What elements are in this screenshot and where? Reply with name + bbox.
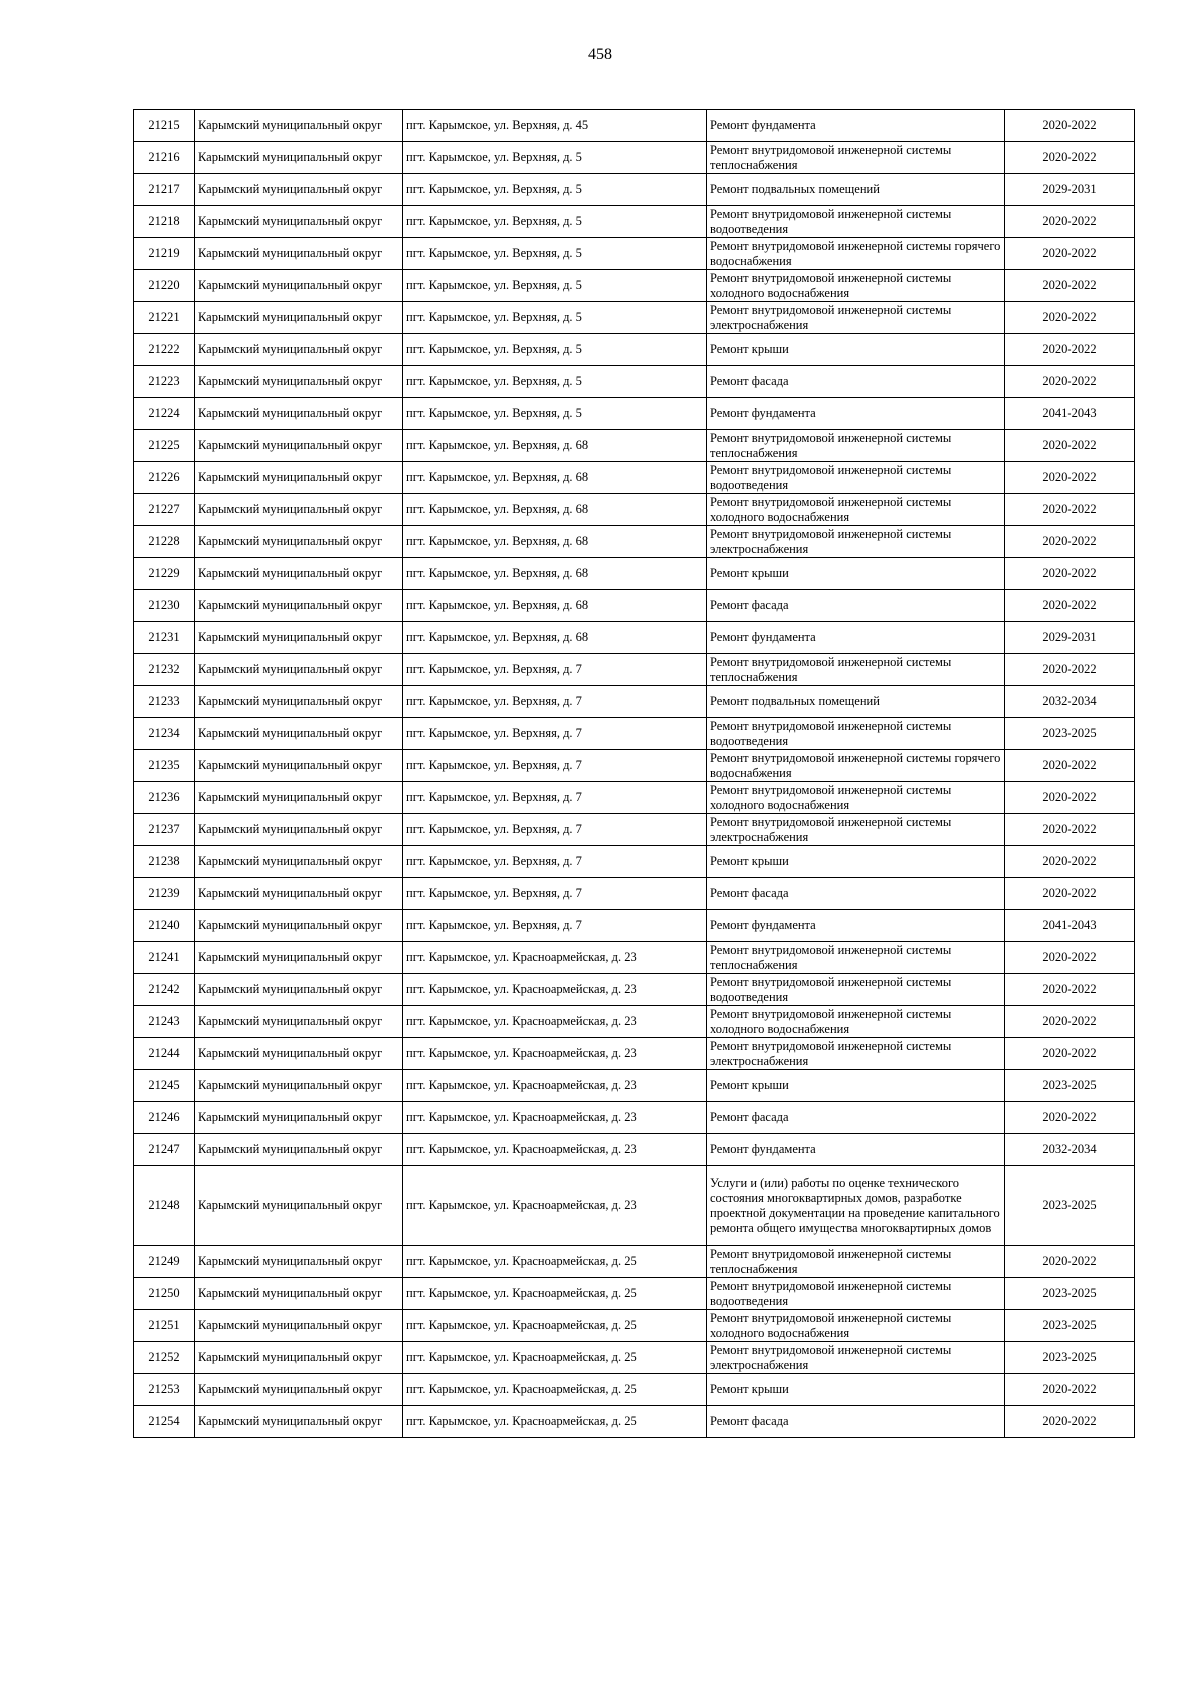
period-cell: 2023-2025 [1005,1310,1135,1342]
work-type-cell: Ремонт внутридомовой инженерной системы холодного водоснабжения [707,782,1005,814]
row-number-cell: 21236 [134,782,195,814]
address-cell: пгт. Карымское, ул. Верхняя, д. 5 [403,206,707,238]
address-cell: пгт. Карымское, ул. Верхняя, д. 7 [403,750,707,782]
work-type-cell: Ремонт внутридомовой инженерной системы холодного водоснабжения [707,270,1005,302]
district-cell: Карымский муниципальный округ [195,1134,403,1166]
district-cell: Карымский муниципальный округ [195,174,403,206]
row-number-cell: 21246 [134,1102,195,1134]
district-cell: Карымский муниципальный округ [195,878,403,910]
table-row [134,782,1135,814]
work-type-cell: Ремонт внутридомовой инженерной системы теплоснабжения [707,942,1005,974]
period-cell: 2020-2022 [1005,366,1135,398]
period-cell: 2020-2022 [1005,494,1135,526]
period-cell: 2020-2022 [1005,878,1135,910]
table-row [134,366,1135,398]
row-number-cell: 21225 [134,430,195,462]
district-cell: Карымский муниципальный округ [195,494,403,526]
address-cell: пгт. Карымское, ул. Верхняя, д. 5 [403,302,707,334]
row-number-cell: 21226 [134,462,195,494]
address-cell: пгт. Карымское, ул. Красноармейская, д. 23 [403,1134,707,1166]
row-number-cell: 21219 [134,238,195,270]
period-cell: 2041-2043 [1005,910,1135,942]
row-number-cell: 21244 [134,1038,195,1070]
work-type-cell: Ремонт внутридомовой инженерной системы электроснабжения [707,302,1005,334]
row-number-cell: 21237 [134,814,195,846]
district-cell: Карымский муниципальный округ [195,814,403,846]
table-row [134,1006,1135,1038]
table-row [134,974,1135,1006]
work-type-cell: Ремонт внутридомовой инженерной системы водоотведения [707,974,1005,1006]
work-type-cell: Ремонт внутридомовой инженерной системы теплоснабжения [707,142,1005,174]
district-cell: Карымский муниципальный округ [195,1310,403,1342]
page-number: 458 [588,46,612,63]
work-type-cell: Ремонт крыши [707,558,1005,590]
address-cell: пгт. Карымское, ул. Верхняя, д. 7 [403,782,707,814]
period-cell: 2020-2022 [1005,270,1135,302]
row-number-cell: 21234 [134,718,195,750]
row-number-cell: 21215 [134,110,195,142]
table-row [134,1166,1135,1246]
address-cell: пгт. Карымское, ул. Верхняя, д. 68 [403,622,707,654]
table-row [134,462,1135,494]
table-row [134,846,1135,878]
address-cell: пгт. Карымское, ул. Красноармейская, д. 25 [403,1342,707,1374]
table-row [134,430,1135,462]
row-number-cell: 21241 [134,942,195,974]
table-row [134,558,1135,590]
address-cell: пгт. Карымское, ул. Верхняя, д. 5 [403,270,707,302]
address-cell: пгт. Карымское, ул. Верхняя, д. 5 [403,366,707,398]
district-cell: Карымский муниципальный округ [195,398,403,430]
work-type-cell: Ремонт фундамента [707,110,1005,142]
address-cell: пгт. Карымское, ул. Верхняя, д. 68 [403,494,707,526]
period-cell: 2020-2022 [1005,654,1135,686]
work-type-cell: Ремонт внутридомовой инженерной системы холодного водоснабжения [707,494,1005,526]
address-cell: пгт. Карымское, ул. Верхняя, д. 45 [403,110,707,142]
district-cell: Карымский муниципальный округ [195,1070,403,1102]
row-number-cell: 21245 [134,1070,195,1102]
work-type-cell: Ремонт крыши [707,1070,1005,1102]
district-cell: Карымский муниципальный округ [195,1102,403,1134]
table-row [134,590,1135,622]
table-row [134,1342,1135,1374]
period-cell: 2020-2022 [1005,526,1135,558]
table-row [134,142,1135,174]
table-row [134,1246,1135,1278]
work-type-cell: Ремонт фасада [707,1406,1005,1438]
address-cell: пгт. Карымское, ул. Красноармейская, д. 23 [403,1006,707,1038]
work-type-cell: Ремонт фасада [707,1102,1005,1134]
period-cell: 2020-2022 [1005,462,1135,494]
table-row [134,238,1135,270]
row-number-cell: 21238 [134,846,195,878]
row-number-cell: 21218 [134,206,195,238]
address-cell: пгт. Карымское, ул. Верхняя, д. 7 [403,686,707,718]
table-row [134,1310,1135,1342]
table-row [134,718,1135,750]
address-cell: пгт. Карымское, ул. Красноармейская, д. 25 [403,1278,707,1310]
district-cell: Карымский муниципальный округ [195,1342,403,1374]
work-type-cell: Ремонт внутридомовой инженерной системы горячего водоснабжения [707,750,1005,782]
work-type-cell: Ремонт внутридомовой инженерной системы водоотведения [707,1278,1005,1310]
table-row [134,1278,1135,1310]
work-type-cell: Ремонт внутридомовой инженерной системы электроснабжения [707,814,1005,846]
table-row [134,334,1135,366]
period-cell: 2032-2034 [1005,1134,1135,1166]
row-number-cell: 21227 [134,494,195,526]
address-cell: пгт. Карымское, ул. Красноармейская, д. 25 [403,1374,707,1406]
table-row [134,942,1135,974]
work-type-cell: Ремонт фасада [707,366,1005,398]
work-type-cell: Ремонт внутридомовой инженерной системы водоотведения [707,462,1005,494]
address-cell: пгт. Карымское, ул. Верхняя, д. 7 [403,910,707,942]
row-number-cell: 21248 [134,1166,195,1246]
district-cell: Карымский муниципальный округ [195,1246,403,1278]
district-cell: Карымский муниципальный округ [195,942,403,974]
work-type-cell: Ремонт внутридомовой инженерной системы теплоснабжения [707,1246,1005,1278]
row-number-cell: 21235 [134,750,195,782]
period-cell: 2020-2022 [1005,814,1135,846]
table-row [134,814,1135,846]
table-row [134,494,1135,526]
district-cell: Карымский муниципальный округ [195,110,403,142]
address-cell: пгт. Карымское, ул. Верхняя, д. 7 [403,654,707,686]
district-cell: Карымский муниципальный округ [195,206,403,238]
district-cell: Карымский муниципальный округ [195,718,403,750]
work-type-cell: Ремонт внутридомовой инженерной системы холодного водоснабжения [707,1006,1005,1038]
address-cell: пгт. Карымское, ул. Красноармейская, д. 23 [403,1070,707,1102]
row-number-cell: 21228 [134,526,195,558]
period-cell: 2020-2022 [1005,558,1135,590]
work-type-cell: Ремонт внутридомовой инженерной системы холодного водоснабжения [707,1310,1005,1342]
table-row [134,686,1135,718]
address-cell: пгт. Карымское, ул. Верхняя, д. 7 [403,878,707,910]
period-cell: 2023-2025 [1005,1278,1135,1310]
period-cell: 2020-2022 [1005,782,1135,814]
work-type-cell: Ремонт крыши [707,1374,1005,1406]
table-row [134,1374,1135,1406]
address-cell: пгт. Карымское, ул. Верхняя, д. 68 [403,558,707,590]
work-type-cell: Ремонт внутридомовой инженерной системы водоотведения [707,718,1005,750]
district-cell: Карымский муниципальный округ [195,1038,403,1070]
table-row [134,302,1135,334]
period-cell: 2020-2022 [1005,334,1135,366]
district-cell: Карымский муниципальный округ [195,558,403,590]
district-cell: Карымский муниципальный округ [195,686,403,718]
district-cell: Карымский муниципальный округ [195,654,403,686]
period-cell: 2029-2031 [1005,622,1135,654]
period-cell: 2020-2022 [1005,1038,1135,1070]
work-type-cell: Услуги и (или) работы по оценке технического состояния многоквартирных домов, разработке проектной документации на проведение капитального ремонта общего имущества многоквартирных домов [707,1166,1005,1246]
address-cell: пгт. Карымское, ул. Красноармейская, д. 23 [403,942,707,974]
table-row [134,878,1135,910]
address-cell: пгт. Карымское, ул. Верхняя, д. 68 [403,430,707,462]
address-cell: пгт. Карымское, ул. Красноармейская, д. 23 [403,1166,707,1246]
table-row [134,174,1135,206]
table-row [134,526,1135,558]
row-number-cell: 21222 [134,334,195,366]
district-cell: Карымский муниципальный округ [195,462,403,494]
period-cell: 2020-2022 [1005,942,1135,974]
work-type-cell: Ремонт фундамента [707,622,1005,654]
address-cell: пгт. Карымское, ул. Красноармейская, д. 25 [403,1246,707,1278]
address-cell: пгт. Карымское, ул. Верхняя, д. 5 [403,174,707,206]
row-number-cell: 21239 [134,878,195,910]
address-cell: пгт. Карымское, ул. Верхняя, д. 7 [403,846,707,878]
district-cell: Карымский муниципальный округ [195,1406,403,1438]
table-row [134,110,1135,142]
district-cell: Карымский муниципальный округ [195,238,403,270]
row-number-cell: 21242 [134,974,195,1006]
address-cell: пгт. Карымское, ул. Верхняя, д. 7 [403,718,707,750]
row-number-cell: 21251 [134,1310,195,1342]
row-number-cell: 21217 [134,174,195,206]
period-cell: 2020-2022 [1005,1246,1135,1278]
work-type-cell: Ремонт внутридомовой инженерной системы горячего водоснабжения [707,238,1005,270]
period-cell: 2020-2022 [1005,302,1135,334]
district-cell: Карымский муниципальный округ [195,1166,403,1246]
table-row [134,1038,1135,1070]
row-number-cell: 21221 [134,302,195,334]
work-type-cell: Ремонт внутридомовой инженерной системы электроснабжения [707,1038,1005,1070]
table-row [134,1406,1135,1438]
table-row [134,910,1135,942]
district-cell: Карымский муниципальный округ [195,590,403,622]
row-number-cell: 21254 [134,1406,195,1438]
row-number-cell: 21247 [134,1134,195,1166]
period-cell: 2020-2022 [1005,590,1135,622]
row-number-cell: 21249 [134,1246,195,1278]
district-cell: Карымский муниципальный округ [195,366,403,398]
address-cell: пгт. Карымское, ул. Верхняя, д. 68 [403,526,707,558]
address-cell: пгт. Карымское, ул. Верхняя, д. 7 [403,814,707,846]
district-cell: Карымский муниципальный округ [195,270,403,302]
row-number-cell: 21232 [134,654,195,686]
registry-table-body [134,110,1135,1438]
period-cell: 2020-2022 [1005,206,1135,238]
row-number-cell: 21224 [134,398,195,430]
work-type-cell: Ремонт фундамента [707,910,1005,942]
address-cell: пгт. Карымское, ул. Красноармейская, д. 23 [403,1038,707,1070]
work-type-cell: Ремонт подвальных помещений [707,174,1005,206]
district-cell: Карымский муниципальный округ [195,1278,403,1310]
period-cell: 2020-2022 [1005,142,1135,174]
row-number-cell: 21240 [134,910,195,942]
district-cell: Карымский муниципальный округ [195,302,403,334]
work-type-cell: Ремонт внутридомовой инженерной системы теплоснабжения [707,654,1005,686]
address-cell: пгт. Карымское, ул. Красноармейская, д. 25 [403,1310,707,1342]
row-number-cell: 21243 [134,1006,195,1038]
address-cell: пгт. Карымское, ул. Верхняя, д. 5 [403,142,707,174]
table-row [134,206,1135,238]
period-cell: 2023-2025 [1005,1166,1135,1246]
row-number-cell: 21253 [134,1374,195,1406]
district-cell: Карымский муниципальный округ [195,622,403,654]
work-type-cell: Ремонт крыши [707,846,1005,878]
row-number-cell: 21252 [134,1342,195,1374]
address-cell: пгт. Карымское, ул. Красноармейская, д. 25 [403,1406,707,1438]
table-row [134,270,1135,302]
district-cell: Карымский муниципальный округ [195,430,403,462]
address-cell: пгт. Карымское, ул. Красноармейская, д. 23 [403,1102,707,1134]
period-cell: 2032-2034 [1005,686,1135,718]
work-type-cell: Ремонт подвальных помещений [707,686,1005,718]
table-row [134,750,1135,782]
district-cell: Карымский муниципальный округ [195,1006,403,1038]
row-number-cell: 21220 [134,270,195,302]
period-cell: 2020-2022 [1005,1006,1135,1038]
district-cell: Карымский муниципальный округ [195,1374,403,1406]
work-type-cell: Ремонт крыши [707,334,1005,366]
work-type-cell: Ремонт фундамента [707,1134,1005,1166]
row-number-cell: 21229 [134,558,195,590]
work-type-cell: Ремонт фасада [707,878,1005,910]
table-row [134,654,1135,686]
table-row [134,1070,1135,1102]
district-cell: Карымский муниципальный округ [195,974,403,1006]
period-cell: 2020-2022 [1005,1102,1135,1134]
row-number-cell: 21231 [134,622,195,654]
row-number-cell: 21250 [134,1278,195,1310]
period-cell: 2023-2025 [1005,1070,1135,1102]
row-number-cell: 21230 [134,590,195,622]
period-cell: 2020-2022 [1005,846,1135,878]
period-cell: 2023-2025 [1005,718,1135,750]
table-row [134,1102,1135,1134]
work-type-cell: Ремонт внутридомовой инженерной системы водоотведения [707,206,1005,238]
work-type-cell: Ремонт внутридомовой инженерной системы теплоснабжения [707,430,1005,462]
period-cell: 2020-2022 [1005,110,1135,142]
district-cell: Карымский муниципальный округ [195,334,403,366]
row-number-cell: 21223 [134,366,195,398]
work-type-cell: Ремонт внутридомовой инженерной системы электроснабжения [707,526,1005,558]
period-cell: 2020-2022 [1005,1374,1135,1406]
address-cell: пгт. Карымское, ул. Красноармейская, д. 23 [403,974,707,1006]
row-number-cell: 21216 [134,142,195,174]
district-cell: Карымский муниципальный округ [195,782,403,814]
period-cell: 2020-2022 [1005,238,1135,270]
period-cell: 2020-2022 [1005,750,1135,782]
address-cell: пгт. Карымское, ул. Верхняя, д. 5 [403,398,707,430]
period-cell: 2029-2031 [1005,174,1135,206]
period-cell: 2020-2022 [1005,974,1135,1006]
address-cell: пгт. Карымское, ул. Верхняя, д. 68 [403,590,707,622]
address-cell: пгт. Карымское, ул. Верхняя, д. 5 [403,238,707,270]
work-type-cell: Ремонт внутридомовой инженерной системы электроснабжения [707,1342,1005,1374]
work-type-cell: Ремонт фундамента [707,398,1005,430]
district-cell: Карымский муниципальный округ [195,750,403,782]
district-cell: Карымский муниципальный округ [195,142,403,174]
row-number-cell: 21233 [134,686,195,718]
district-cell: Карымский муниципальный округ [195,846,403,878]
period-cell: 2023-2025 [1005,1342,1135,1374]
period-cell: 2020-2022 [1005,1406,1135,1438]
district-cell: Карымский муниципальный округ [195,526,403,558]
table-row [134,1134,1135,1166]
table-row [134,622,1135,654]
period-cell: 2041-2043 [1005,398,1135,430]
address-cell: пгт. Карымское, ул. Верхняя, д. 5 [403,334,707,366]
work-type-cell: Ремонт фасада [707,590,1005,622]
address-cell: пгт. Карымское, ул. Верхняя, д. 68 [403,462,707,494]
table-row [134,398,1135,430]
registry-table [133,109,1135,1438]
period-cell: 2020-2022 [1005,430,1135,462]
district-cell: Карымский муниципальный округ [195,910,403,942]
